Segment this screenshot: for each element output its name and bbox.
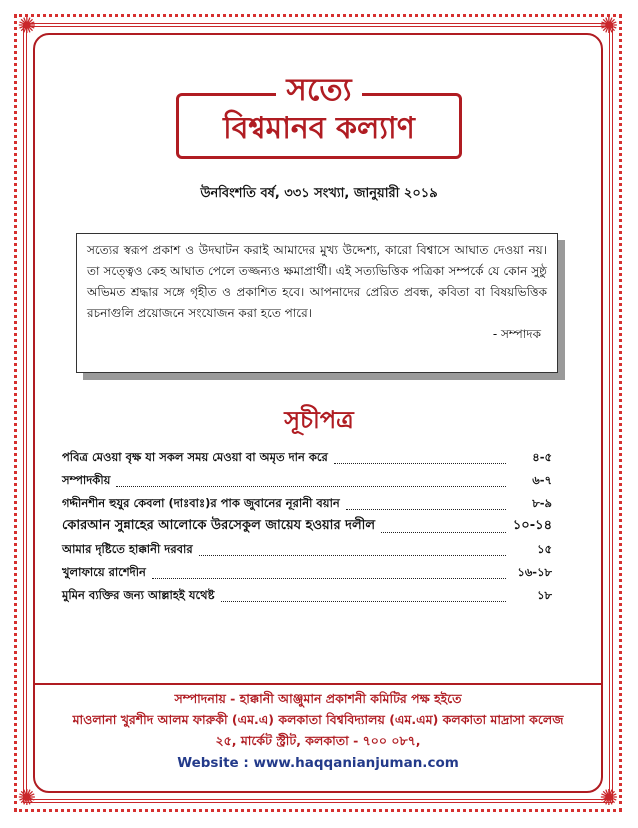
masthead-title: বিশ্বমানব কল্যাণ [223,111,415,146]
footer-editor-line: মাওলানা খুরশীদ আলম ফারুকী (এম.এ) কলকাতা বিশ্ববিদ্যালয় (এম.এম) কলকাতা মাদ্রাসা কলেজ [72,712,564,727]
toc-item-pages: ৮-৯ [532,496,552,510]
issue-line: উনবিংশতি বর্ষ, ৩৩১ সংখ্যা, জানুয়ারী ২০১৯ [200,186,438,201]
toc-item [62,583,552,606]
toc-item-title: পবিত্র মেওয়া বৃক্ষ যা সকল সময় মেওয়া বা অমৃত দান করে [62,450,328,464]
masthead-title-top: সত্যে [0,66,638,118]
footer-address-line: ২৫, মার্কেট স্ট্রীট, কলকাতা - ৭০০ ০৮৭, [215,733,421,748]
toc-item [62,560,552,583]
toc-item [62,445,552,468]
toc-item-pages: ১৬-১৮ [517,565,552,579]
corner-ornament-icon: ✺ [599,14,619,39]
toc-item-pages: ১৮ [537,588,552,602]
table-of-contents [62,445,552,606]
toc-item-title: মুমিন ব্যক্তির জন্য আল্লাহই যথেষ্ট [62,588,215,602]
corner-ornament-icon: ✺ [17,786,37,811]
toc-leader-dots [199,554,506,556]
toc-item-title: খুলাফায়ে রাশেদীন [62,565,146,579]
toc-item-title: কোরআন সুন্নাহের আলোকে উরসেকুল জায়েয হওয়ার দলীল [62,518,376,533]
toc-leader-dots [381,531,506,533]
publisher-footer [35,683,601,779]
toc-item [62,491,552,514]
toc-item-pages: ১৫ [537,542,552,556]
editor-note-signature: - সম্পাদক [492,327,541,341]
toc-item-title: গদ্দীনশীন হুযুর কেবলা (দাঃবাঃ)র পাক জুবানের নূরানী বয়ান [62,496,340,510]
toc-item-title: সম্পাদকীয় [62,473,111,487]
toc-item [62,514,552,537]
toc-item [62,468,552,491]
toc-leader-dots [116,485,506,487]
toc-leader-dots [221,600,507,602]
toc-leader-dots [334,462,506,464]
toc-leader-dots [346,508,506,510]
toc-item-title: আমার দৃষ্টিতে হাক্কানী দরবার [62,542,193,556]
toc-item-pages: ১০-১৪ [512,518,552,533]
editor-note-text: সত্যের স্বরূপ প্রকাশ ও উদঘাটন করাই আমাদের মুখ্য উদ্দেশ্য, কারো বিশ্বাসে আঘাত দেওয়া নয়। তা সত্ত্বেও কেহ আঘাত পেলে তজ্জন্যও ক্ষমাপ্রার্থী। এই সত্যভিত্তিক পত্রিকা সম্পর্কে যে কোন সুষ্ঠু অভিমত শ্রদ্ধার সঙ্গে গৃহীত ও প্রকাশিত হবে। আপনাদের প্রেরিত প্রবন্ধ, কবিতা বা বিষয়ভিত্তিক রচনাগুলি প্রয়োজনে সংযোজন করা হতে পারে। [87,243,547,320]
corner-ornament-icon: ✺ [17,14,37,39]
toc-item [62,537,552,560]
footer-website-link[interactable]: Website : www.haqqanianjuman.com [177,755,459,771]
editor-note [76,233,558,373]
toc-leader-dots [152,577,506,579]
toc-item-pages: ৪-৫ [532,450,552,464]
corner-ornament-icon: ✺ [599,786,619,811]
toc-item-pages: ৬-৭ [532,473,552,487]
footer-editorial-line: সম্পাদনায় - হাক্কানী আঞ্জুমান প্রকাশনী কমিটির পক্ষ হইতে [174,691,462,706]
toc-heading: সূচীপত্র [284,405,354,434]
